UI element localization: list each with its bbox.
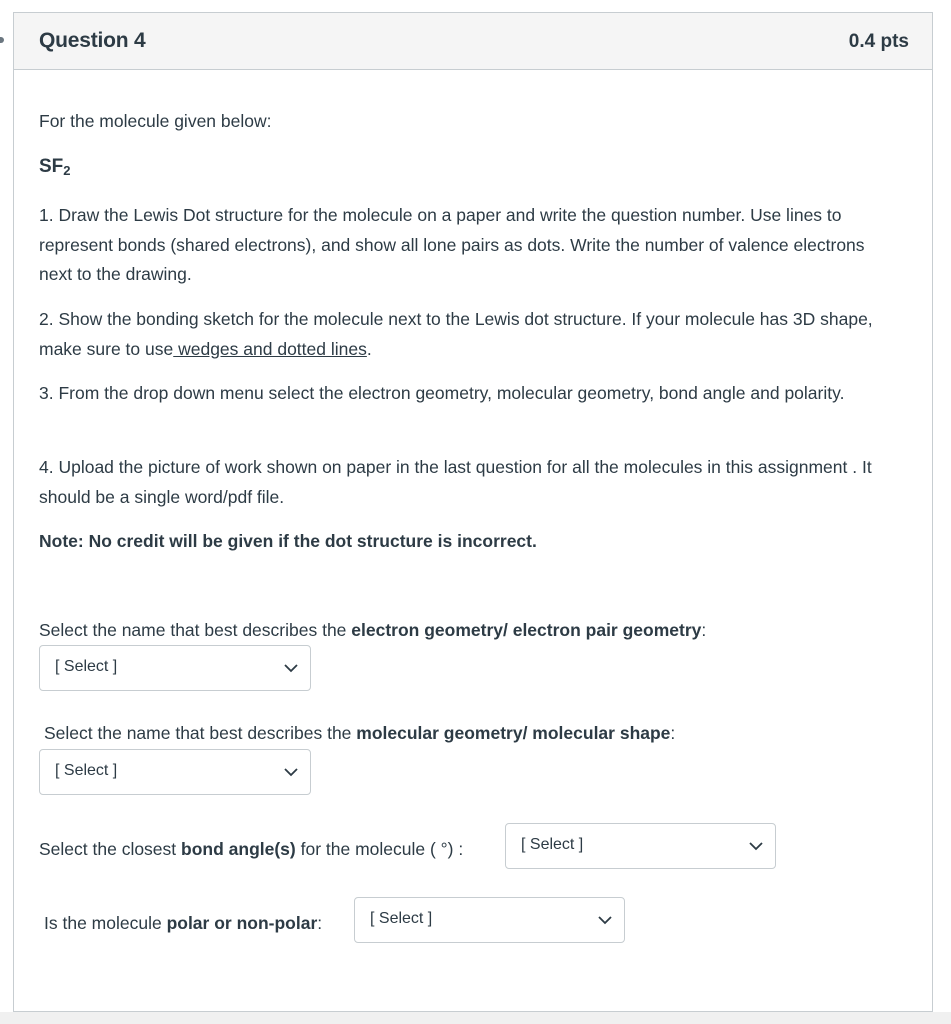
prompt-text: Select the closest <box>39 839 182 859</box>
select-value: [ Select ] <box>370 910 433 927</box>
question-header <box>14 13 932 70</box>
formula-base: SF <box>39 156 64 177</box>
select-value: [ Select ] <box>55 762 118 779</box>
molecular-geometry-prompt <box>44 723 675 744</box>
polarity-select[interactable] <box>354 897 625 943</box>
bond-angle-prompt <box>39 839 463 860</box>
page-bottom-edge <box>0 1012 951 1024</box>
bond-angle-select[interactable] <box>505 823 776 869</box>
question-intro: For the molecule given below: <box>39 111 272 131</box>
select-value: [ Select ] <box>521 836 584 853</box>
question-marker <box>0 37 4 43</box>
question-title: Question 4 <box>39 29 146 52</box>
prompt-bold: electron geometry/ electron pair geometry <box>351 620 702 640</box>
chevron-down-icon <box>749 841 763 851</box>
instruction-2 <box>39 305 899 364</box>
chevron-down-icon <box>284 767 298 777</box>
credit-note: Note: No credit will be given if the dot structure is incorrect. <box>39 531 537 551</box>
prompt-text: Select the name that best describes the <box>44 723 357 743</box>
prompt-suffix: : <box>317 913 323 933</box>
instruction-1: 1. Draw the Lewis Dot structure for the molecule on a paper and write the question number. Use lines to represent bonds (shared electrons), and show all lone pairs as dots. Write the number of valence electrons next to the drawing. <box>39 205 865 284</box>
prompt-suffix: for the molecule ( °) : <box>295 839 464 859</box>
prompt-text: Is the molecule <box>44 913 167 933</box>
formula-subscript: 2 <box>63 163 71 178</box>
prompt-suffix: : <box>701 620 707 640</box>
instruction-2-underlined: wedges and dotted lines <box>173 338 367 359</box>
prompt-text: Select the name that best describes the <box>39 620 352 640</box>
chevron-down-icon <box>598 915 612 925</box>
instruction-3: 3. From the drop down menu select the electron geometry, molecular geometry, bond angle and polarity. <box>39 383 845 403</box>
molecule-formula <box>39 156 71 178</box>
instruction-2-end: . <box>366 338 372 359</box>
prompt-bold: polar or non-polar <box>166 913 318 933</box>
polarity-prompt <box>44 913 322 934</box>
question-points: 0.4 pts <box>848 31 909 52</box>
prompt-bold: molecular geometry/ molecular shape <box>356 723 671 743</box>
instruction-2-text: 2. Show the bonding sketch for the molecule next to the Lewis dot structure. If your molecule has 3D shape, make sure to use <box>39 309 873 359</box>
select-value: [ Select ] <box>55 658 118 675</box>
chevron-down-icon <box>284 663 298 673</box>
prompt-suffix: : <box>670 723 676 743</box>
electron-geometry-select[interactable] <box>39 645 311 691</box>
prompt-bold: bond angle(s) <box>181 839 296 859</box>
molecular-geometry-select[interactable] <box>39 749 311 795</box>
instruction-4: 4. Upload the picture of work shown on paper in the last question for all the molecules in this assignment . It should be a single word/pdf file. <box>39 457 872 507</box>
question-card <box>13 12 933 1012</box>
electron-geometry-prompt <box>39 620 706 641</box>
